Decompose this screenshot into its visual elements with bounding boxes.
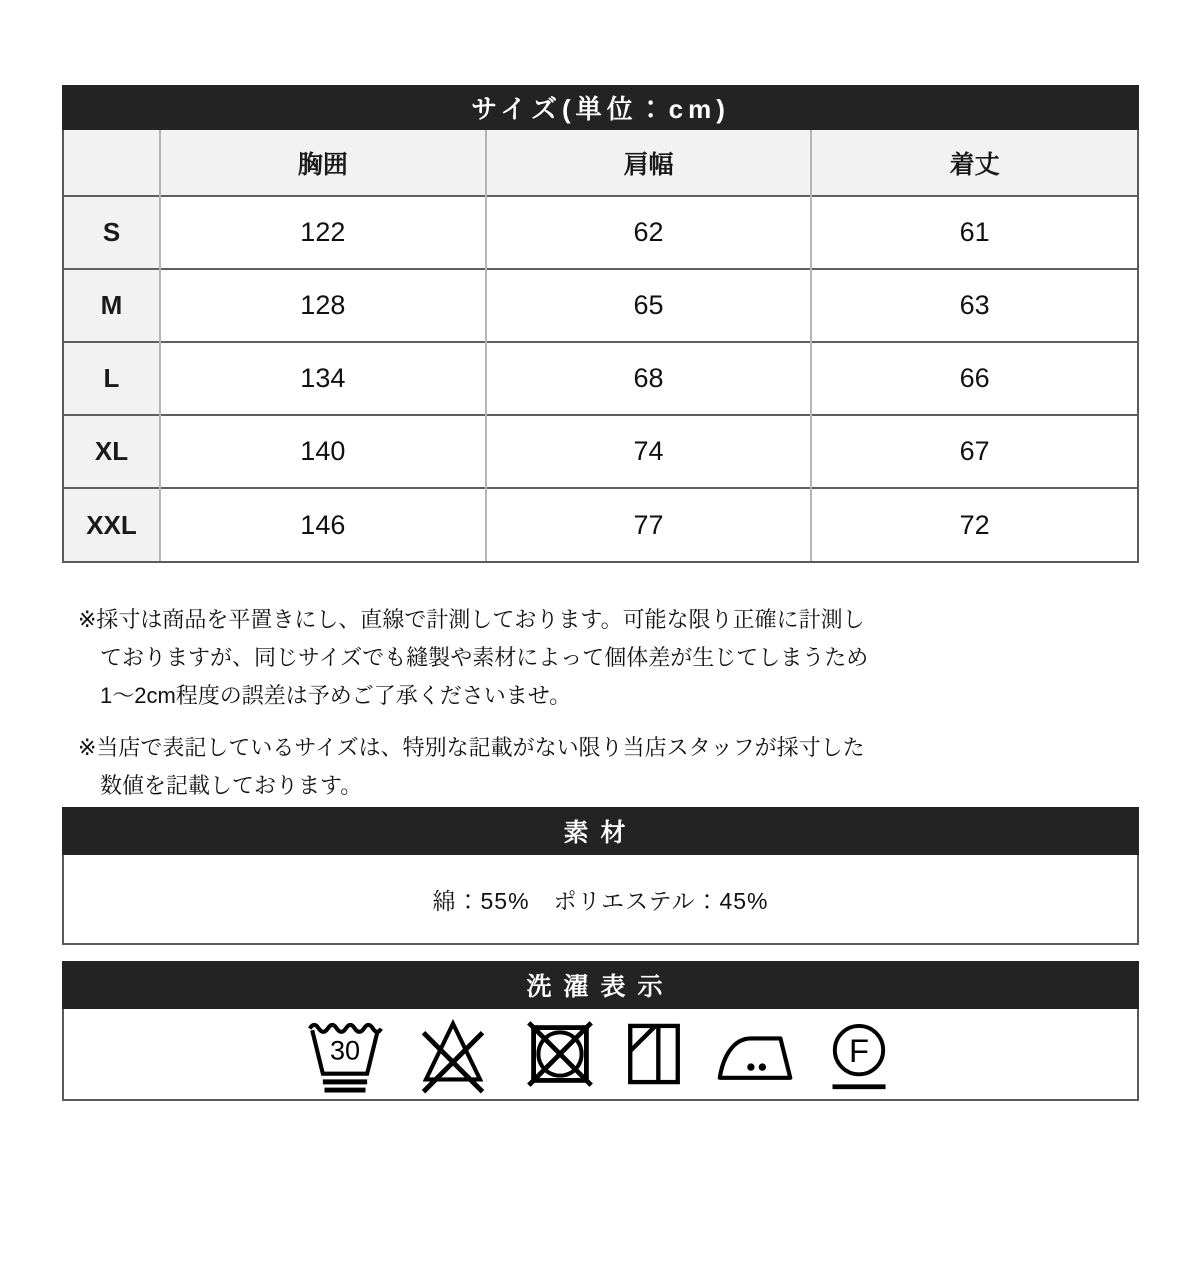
note-line: ておりますが、同じサイズでも縫製や素材によって個体差が生じてしまうため <box>100 645 869 670</box>
size-row-m <box>64 269 1137 342</box>
wash-30-gentle-icon <box>304 1013 386 1095</box>
size-label: M <box>64 269 160 342</box>
size-table-title-bar <box>62 85 1139 130</box>
washing-section <box>62 961 1139 1101</box>
chest-value: 134 <box>160 342 486 415</box>
do-not-bleach-icon <box>404 1013 502 1095</box>
material-section <box>62 807 1139 945</box>
size-row-l <box>64 342 1137 415</box>
length-value: 63 <box>811 269 1137 342</box>
svg-text:F: F <box>848 1031 869 1069</box>
do-not-tumble-dry-icon <box>520 1013 600 1095</box>
size-table <box>64 130 1137 561</box>
size-row-s <box>64 196 1137 269</box>
size-table-title: サイズ(単位：cm) <box>471 94 730 124</box>
note-line: 1〜2cm程度の誤差は予めご了承くださいませ。 <box>100 683 572 708</box>
shoulder-value: 62 <box>486 196 812 269</box>
line-dry-in-shade-icon <box>618 1013 690 1095</box>
size-label: L <box>64 342 160 415</box>
washing-body <box>62 1009 1139 1101</box>
length-value: 72 <box>811 488 1137 561</box>
dry-clean-f-gentle-icon <box>820 1013 898 1095</box>
note-line: ※当店で表記しているサイズは、特別な記載がない限り当店スタッフが採寸した <box>78 735 865 760</box>
washing-title-bar <box>62 961 1139 1009</box>
size-table-frame <box>62 130 1139 563</box>
shoulder-value: 68 <box>486 342 812 415</box>
washing-title: 洗濯表示 <box>526 973 675 1001</box>
shoulder-value: 74 <box>486 415 812 488</box>
material-content: 綿：55% ポリエステル：45% <box>432 887 769 914</box>
length-value: 61 <box>811 196 1137 269</box>
material-title: 素材 <box>563 819 638 847</box>
size-label: XL <box>64 415 160 488</box>
col-header-length: 着丈 <box>811 130 1137 196</box>
shoulder-value: 77 <box>486 488 812 561</box>
col-header-empty <box>64 130 160 196</box>
column-header-row <box>64 130 1137 196</box>
page-root <box>62 85 1139 1101</box>
note-line: ※採寸は商品を平置きにし、直線で計測しております。可能な限り正確に計測し <box>78 607 865 632</box>
chest-value: 140 <box>160 415 486 488</box>
size-label: S <box>64 196 160 269</box>
material-body <box>62 855 1139 945</box>
size-row-xxl <box>64 488 1137 561</box>
col-header-shoulder: 肩幅 <box>486 130 812 196</box>
size-table-section <box>62 85 1139 563</box>
length-value: 67 <box>811 415 1137 488</box>
material-title-bar <box>62 807 1139 855</box>
chest-value: 122 <box>160 196 486 269</box>
length-value: 66 <box>811 342 1137 415</box>
notes-block <box>62 601 1139 805</box>
col-header-chest: 胸囲 <box>160 130 486 196</box>
measurement-note-2 <box>78 729 1139 805</box>
chest-value: 146 <box>160 488 486 561</box>
size-row-xl <box>64 415 1137 488</box>
iron-medium-2dots-icon <box>708 1013 802 1095</box>
chest-value: 128 <box>160 269 486 342</box>
size-label: XXL <box>64 488 160 561</box>
measurement-note-1 <box>78 601 1139 715</box>
shoulder-value: 65 <box>486 269 812 342</box>
svg-text:30: 30 <box>329 1035 360 1066</box>
note-line: 数値を記載しております。 <box>100 773 363 798</box>
